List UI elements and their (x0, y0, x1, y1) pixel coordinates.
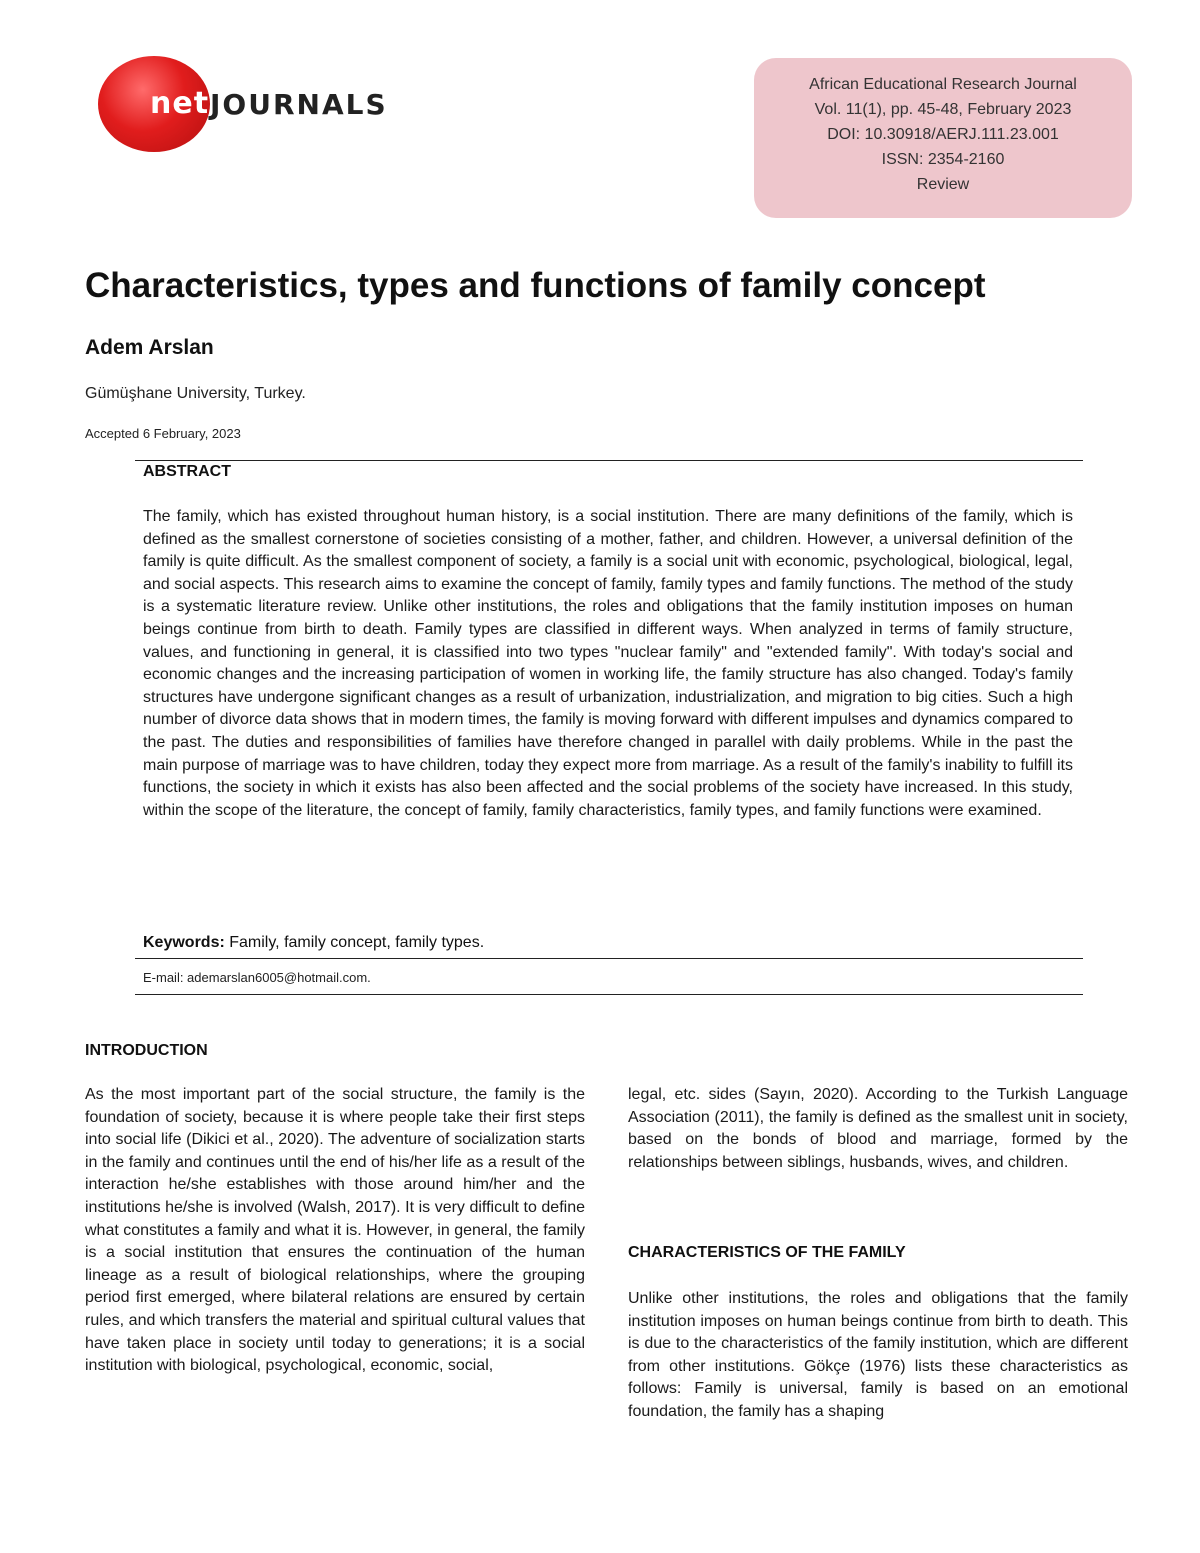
characteristics-heading: CHARACTERISTICS OF THE FAMILY (628, 1244, 906, 1261)
journal-volume: Vol. 11(1), pp. 45-48, February 2023 (814, 101, 1072, 118)
abstract-top-divider (135, 460, 1083, 461)
paper-title: Characteristics, types and functions of family concept (85, 266, 986, 305)
keywords (143, 934, 484, 952)
journal-issn: ISSN: 2354-2160 (881, 151, 1005, 168)
journal-doi: DOI: 10.30918/AERJ.111.23.001 (827, 126, 1059, 143)
abstract-heading: ABSTRACT (143, 463, 231, 480)
keywords-divider (135, 958, 1083, 959)
abstract-bottom-divider (135, 994, 1083, 995)
journal-name: African Educational Research Journal (809, 76, 1077, 93)
characteristics-text: Unlike other institutions, the roles and obligations that the family institution imposes on human beings continue from birth to death. This is due to the characteristics of the family institution, which are different from other institutions. Gökçe (1976) lists these characteristics as follows: Family is universal, family is based on an emotional foundation, the family has a shaping (628, 1290, 1128, 1420)
article-type: Review (916, 176, 970, 193)
logo-text-net: net (150, 86, 210, 121)
author-name: Adem Arslan (85, 336, 214, 359)
keywords-label: Keywords: (143, 934, 225, 951)
introduction-left-column: As the most important part of the social structure, the family is the foundation of society, because it is where people take their first steps into social life (Dikici et al., 2020). The adventure of socialization starts in the family and continues until the end of his/her life as a result of the interaction he/she establishes with those around him/her and the institutions he/she is involved (Walsh, 2017). It is very difficult to define what constitutes a family and what it is. However, in general, the family is a social institution that ensures the continuation of the human lineage as a result of biological relationships, where the grouping period first emerged, where bilateral relations are ensured by certain rules, and which transfers the material and spiritual cultural values that have taken place in society until today to generations; it is a social institution with biological, psychological, economic, social, (85, 1086, 585, 1375)
keywords-value: Family, family concept, family types. (229, 934, 485, 951)
introduction-heading: INTRODUCTION (85, 1042, 208, 1059)
accepted-date: Accepted 6 February, 2023 (85, 426, 241, 441)
author-email: E-mail: ademarslan6005@hotmail.com. (143, 970, 371, 985)
abstract-body: The family, which has existed throughout human history, is a social institution. There are many definitions of the family, which is defined as the smallest cornerstone of societies consisting of a mother, father, and children. However, a universal definition of the family is quite difficult. As the smallest component of society, a family is a social unit with economic, psychological, biological, legal, and social aspects. This research aims to examine the concept of family, family types and family functions. The method of the study is a systematic literature review. Unlike other institutions, the roles and obligations that the family institution imposes on human beings continue from birth to death. Family types are classified in different ways. When analyzed in terms of family structure, values, and functioning in general, it is classified into two types "nuclear family" and "extended family". With today's social and economic changes and the increasing participation of women in working life, the family structure has also changed. Today's family structures have undergone significant changes as a result of urbanization, industrialization, and migration to big cities. Such a high number of divorce data shows that in modern times, the family is moving forward with different impulses and dynamics compared to the past. The duties and responsibilities of families have therefore changed in parallel with daily problems. While in the past the main purpose of marriage was to have children, today they expect more from marriage. As a result of the family's inability to fulfill its functions, the society in which it exists has also been affected and the social problems of the society have increased. In this study, within the scope of the literature, the concept of family, family characteristics, family types, and family functions were examined. (143, 508, 1073, 819)
introduction-right-column: legal, etc. sides (Sayın, 2020). According to the Turkish Language Association (2011), the family is defined as the smallest unit in society, based on the bonds of blood and marriage, formed by the relationships between siblings, husbands, wives, and children. (628, 1086, 1128, 1171)
logo-text-journals: JOURNALS (210, 88, 388, 121)
journal-logo (98, 56, 408, 156)
author-affiliation: Gümüşhane University, Turkey. (85, 385, 306, 402)
journal-info-box (754, 58, 1132, 218)
